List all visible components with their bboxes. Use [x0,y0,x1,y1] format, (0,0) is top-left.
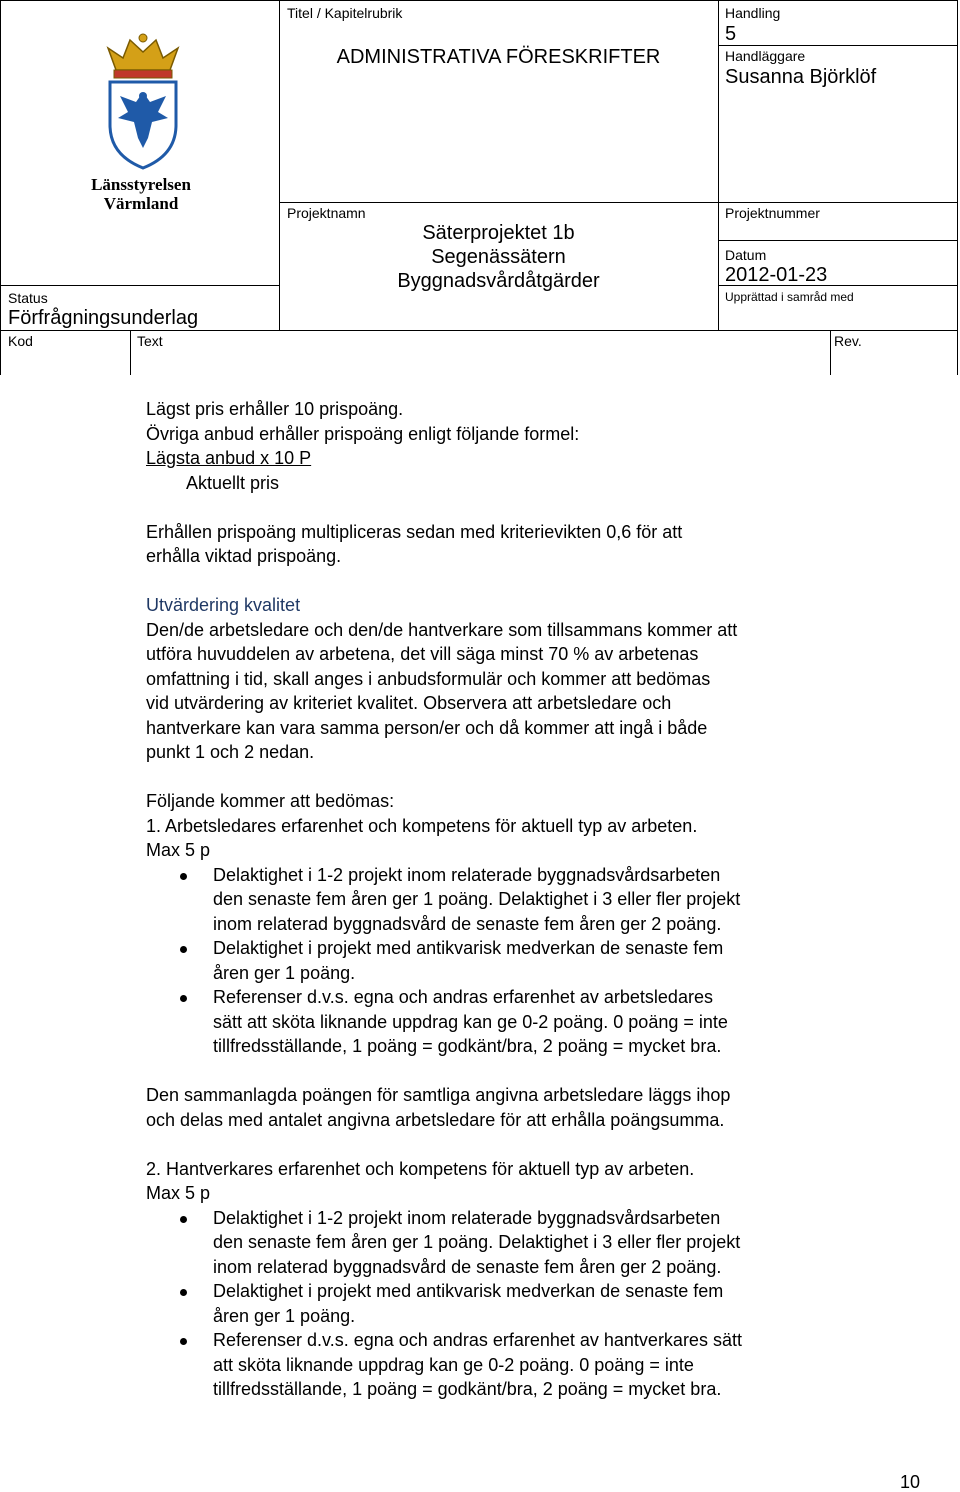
item2-title: 2. Hantverkares erfarenhet och kompetens för aktuell typ av arbeten. [146,1158,695,1179]
bullet-icon [180,946,187,953]
following-label: Följande kommer att bedömas: [146,791,395,811]
page-number: 10 [900,1472,921,1492]
bullet-icon [180,873,187,880]
logo-text-line-1: Länsstyrelsen [91,175,191,194]
paragraph-line: Den/de arbetsledare och den/de hantverkare som tillsammans kommer att [146,619,738,640]
bullet-line: inom relaterad byggnadsvård de senaste fem åren ger 2 poäng. [213,1256,722,1277]
paragraph-line: hantverkare kan vara samma person/er och då kommer att ingå i både [146,717,708,738]
paragraph-line: erhålla viktad prispoäng. [146,546,342,566]
bullet-line: den senaste fem åren ger 1 poäng. Delaktighet i 3 eller fler projekt [213,1232,741,1252]
projektnamn-line-2: Segenässätern [431,246,566,268]
bullet-line: tillfredsställande, 1 poäng = godkänt/bra, 2 poäng = mycket bra. [213,1036,722,1056]
list-item [146,1279,846,1328]
paragraph-line: och delas med antalet angivna arbetsledare för att erhålla poängsumma. [146,1109,725,1130]
list-item [146,936,846,985]
bullet-line: åren ger 1 poäng. [213,1305,356,1326]
bullet-icon [180,1289,187,1296]
list-item [146,1206,846,1280]
list-item [146,863,846,937]
bullet-line: Delaktighet i projekt med antikvarisk medverkan de senaste fem [213,938,724,958]
handlaggare-label: Handläggare [725,48,806,64]
datum-label: Datum [725,247,767,263]
coat-of-arms-icon [88,30,198,170]
handling-label: Handling [725,5,781,21]
paragraph-line: utföra huvuddelen av arbetena, det vill säga minst 70 % av arbetenas [146,644,699,664]
rev-label: Rev. [834,333,862,349]
bullet-line: Referenser d.v.s. egna och andras erfarenhet av arbetsledares [213,987,713,1007]
item2-max: Max 5 p [146,1183,211,1203]
item1-title: 1. Arbetsledares erfarenhet och kompetens för aktuell typ av arbeten. [146,815,698,836]
projektnamn-value [279,221,718,293]
bullet-line: den senaste fem åren ger 1 poäng. Delaktighet i 3 eller fler projekt [213,889,741,909]
text-label: Text [137,333,163,349]
item1-max: Max 5 p [146,840,211,860]
paragraph-line: punkt 1 och 2 nedan. [146,742,315,762]
bullet-icon [180,995,187,1002]
item1-bullet-list [146,863,846,1059]
item2-bullet-list [146,1206,846,1402]
document-header [0,0,958,375]
bullet-line: Delaktighet i 1-2 projekt inom relaterade byggnadsvårdsarbeten [213,864,721,885]
formula-denominator: Aktuellt pris [186,472,280,493]
bullet-line: sätt att sköta liknande uppdrag kan ge 0-2 poäng. 0 poäng = inte [213,1011,728,1032]
handlaggare-value: Susanna Björklöf [725,66,877,88]
paragraph-line: omfattning i tid, skall anges i anbudsformulär och kommer att bedömas [146,668,711,689]
projektnamn-label: Projektnamn [287,205,366,221]
status-label: Status [8,290,48,306]
handling-value: 5 [725,23,737,45]
bullet-line: inom relaterad byggnadsvård de senaste fem åren ger 2 poäng. [213,913,722,934]
paragraph-line: vid utvärdering av kriteriet kvalitet. Observera att arbetsledare och [146,693,672,713]
paragraph-line: Erhållen prispoäng multipliceras sedan med kriterievikten 0,6 för att [146,521,683,542]
bullet-icon [180,1338,187,1345]
bullet-line: att sköta liknande uppdrag kan ge 0-2 poäng. 0 poäng = inte [213,1354,694,1375]
status-value: Förfrågningsunderlag [8,307,199,329]
section-heading: Utvärdering kvalitet [146,595,301,615]
bullet-line: Delaktighet i 1-2 projekt inom relaterade byggnadsvårdsarbeten [213,1207,721,1228]
bullet-line: åren ger 1 poäng. [213,962,356,983]
upprattad-label: Upprättad i samråd med [725,290,854,304]
logo-text [86,175,196,213]
bullet-line: Referenser d.v.s. egna och andras erfarenhet av hantverkares sätt [213,1330,742,1350]
paragraph-line: Den sammanlagda poängen för samtliga angivna arbetsledare läggs ihop [146,1085,731,1105]
kod-label: Kod [8,333,33,349]
projektnamn-line-3: Byggnadsvårdåtgärder [397,270,600,292]
paragraph-line: Lägst pris erhåller 10 prispoäng. [146,399,404,419]
title-label: Titel / Kapitelrubrik [287,5,403,21]
bullet-icon [180,1216,187,1223]
logo-text-line-2: Värmland [103,194,179,213]
projektnummer-label: Projektnummer [725,205,820,221]
title-value: ADMINISTRATIVA FÖRESKRIFTER [336,46,661,68]
datum-value: 2012-01-23 [725,264,828,286]
projektnamn-line-1: Säterprojektet 1b [422,222,575,244]
list-item [146,1328,846,1402]
list-item [146,985,846,1059]
formula-numerator: Lägsta anbud x 10 P [146,448,312,468]
bullet-line: Delaktighet i projekt med antikvarisk medverkan de senaste fem [213,1281,724,1301]
paragraph-line: Övriga anbud erhåller prispoäng enligt följande formel: [146,423,580,444]
bullet-line: tillfredsställande, 1 poäng = godkänt/bra, 2 poäng = mycket bra. [213,1379,722,1399]
coat-of-arms-logo [88,30,198,213]
document-body [146,397,846,1402]
